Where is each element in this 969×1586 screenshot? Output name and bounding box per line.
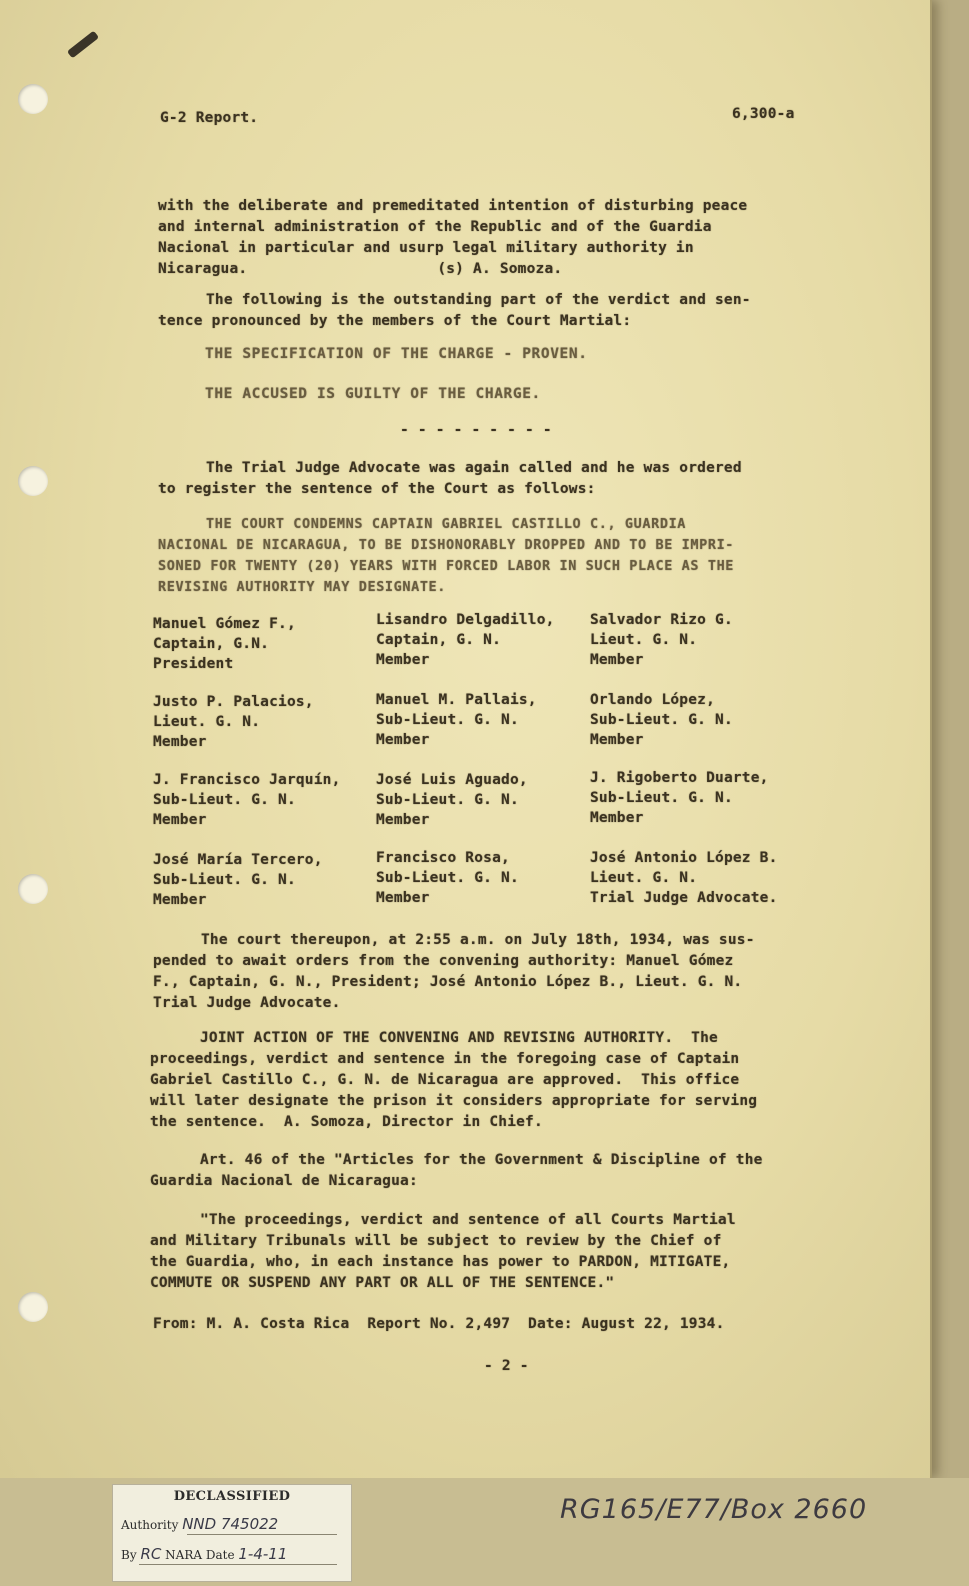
signature-block: José Antonio López B. Lieut. G. N. Trial Judge Advocate. xyxy=(590,850,778,906)
quote-paragraph: "The proceedings, verdict and sentence of all Courts Martial and Military Tribunals will be subject to review by the Chief of the Guardia, who, in each instance has power to PARDON, MITIGATE, COMMUTE OR SUSPEND ANY PART OR ALL OF THE SENTENCE." xyxy=(150,1212,736,1291)
authority-value: NND 745022 xyxy=(182,1515,279,1533)
signature-block: J. Rigoberto Duarte, Sub-Lieut. G. N. Member xyxy=(590,770,769,826)
staple-mark xyxy=(67,30,99,58)
archive-reference: RG165/E77/Box 2660 xyxy=(560,1494,868,1525)
signature-block: Manuel Gómez F., Captain, G.N. President xyxy=(153,616,296,672)
by-value: RC xyxy=(140,1545,162,1563)
finding-specification: THE SPECIFICATION OF THE CHARGE - PROVEN. xyxy=(205,346,588,362)
header-right: 6,300-a xyxy=(732,106,795,122)
declassified-stamp xyxy=(112,1484,352,1582)
signature-block: José María Tercero, Sub-Lieut. G. N. Member xyxy=(153,852,323,908)
signature-block: Lisandro Delgadillo, Captain, G. N. Member xyxy=(376,612,555,668)
punch-hole xyxy=(18,874,48,904)
sentence-paragraph: THE COURT CONDEMNS CAPTAIN GABRIEL CASTILLO C., GUARDIA NACIONAL DE NICARAGUA, TO BE DISHONORABLY DROPPED AND TO BE IMPRI- SONED FOR TWENTY (20) YEARS WITH FORCED LABOR IN SUCH PLACE AS THE REVISING AUTHORITY MAY DESIGNATE. xyxy=(158,516,735,595)
court-adjourned-paragraph: The court thereupon, at 2:55 a.m. on July 18th, 1934, was sus- pended to await orders from the convening authority: Manuel Gómez F., Captain, G. N., President; José Antonio López B., Lieut. G. N. Trial Judge Advocate. xyxy=(153,932,755,1011)
by-label: By xyxy=(121,1548,137,1562)
article-paragraph: Art. 46 of the "Articles for the Government & Discipline of the Guardia Nacional de Nicaragua: xyxy=(150,1152,763,1189)
authority-label: Authority xyxy=(121,1518,179,1532)
declassified-title: DECLASSIFIED xyxy=(173,1489,291,1504)
signature-block: J. Francisco Jarquín, Sub-Lieut. G. N. Member xyxy=(153,772,341,828)
signature-block: José Luis Aguado, Sub-Lieut. G. N. Member xyxy=(376,772,528,828)
source-line: From: M. A. Costa Rica Report No. 2,497 Date: August 22, 1934. xyxy=(153,1316,725,1332)
page-number: - 2 - xyxy=(484,1358,529,1374)
signature-block: Orlando López, Sub-Lieut. G. N. Member xyxy=(590,692,733,748)
intro-paragraph: with the deliberate and premeditated intention of disturbing peace and internal administration of the Republic and of the Guardia Nacional in particular and usurp legal military authority in Nicaragua. (s) A. Somoza. xyxy=(158,198,748,277)
date-value: 1-4-11 xyxy=(238,1545,288,1563)
signature-block: Justo P. Palacios, Lieut. G. N. Member xyxy=(153,694,314,750)
trial-judge-paragraph: The Trial Judge Advocate was again called and he was ordered to register the sentence of the Court as follows: xyxy=(158,460,742,497)
punch-hole xyxy=(18,466,48,496)
finding-guilty: THE ACCUSED IS GUILTY OF THE CHARGE. xyxy=(205,386,541,402)
punch-hole xyxy=(18,1292,48,1322)
signature-block: Manuel M. Pallais, Sub-Lieut. G. N. Member xyxy=(376,692,537,748)
separator: - - - - - - - - - xyxy=(400,422,552,438)
signature-block: Francisco Rosa, Sub-Lieut. G. N. Member xyxy=(376,850,519,906)
nara-date-label: NARA Date xyxy=(165,1548,235,1562)
signature-block: Salvador Rizo G. Lieut. G. N. Member xyxy=(590,612,733,668)
punch-hole xyxy=(18,84,48,114)
joint-action-paragraph: JOINT ACTION OF THE CONVENING AND REVISING AUTHORITY. The proceedings, verdict and sentence in the foregoing case of Captain Gabriel Castillo C., G. N. de Nicaragua are approved. This office will later designate the prison it considers appropriate for serving the sentence. A. Somoza, Director in Chief. xyxy=(150,1030,758,1130)
verdict-intro: The following is the outstanding part of the verdict and sen- tence pronounced by the members of the Court Martial: xyxy=(158,292,751,329)
header-left: G-2 Report. xyxy=(160,110,259,126)
